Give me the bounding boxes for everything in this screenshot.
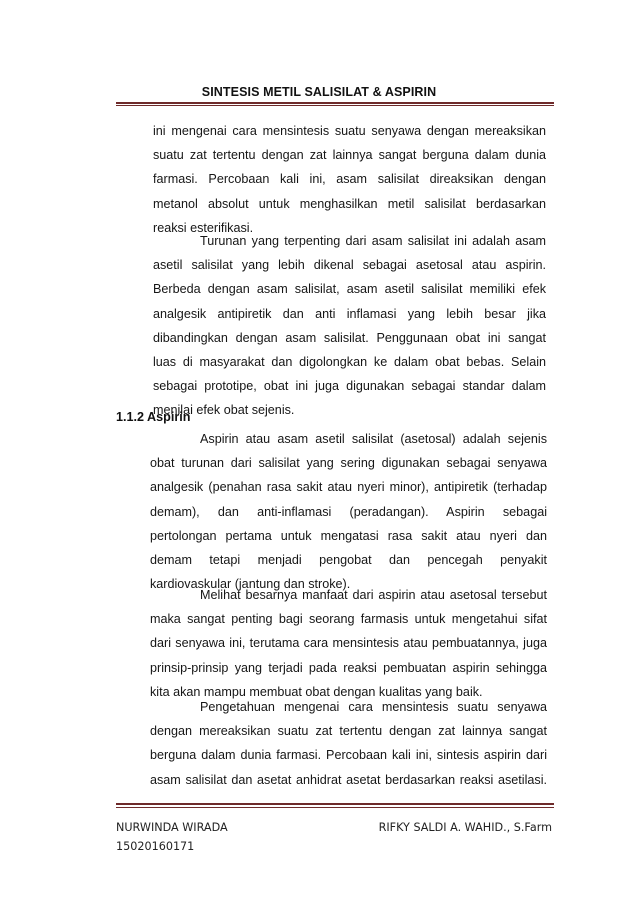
text-line: prinsip-prinsip yang terjadi pada reaksi pembuatan aspirin sehingga bbox=[150, 660, 547, 675]
text-line: analgesik (penahan rasa sakit atau nyeri minor), antipiretik (terhadap bbox=[150, 480, 547, 495]
text-line: berguna dalam dunia farmasi. Percobaan kali ini, sintesis aspirin dari bbox=[150, 748, 547, 763]
text-line: demam tetapi menjadi pengobat dan pencegah penyakit bbox=[150, 552, 547, 567]
text-line: dengan mereaksikan suatu zat tertentu dengan zat lainnya sangat bbox=[150, 724, 547, 739]
text-line: obat turunan dari salisilat yang sering digunakan sebagai senyawa bbox=[150, 456, 547, 471]
paragraph-5 bbox=[150, 695, 547, 792]
text-line: analgesik antipiretik dan anti inflamasi yang lebih besar jika bbox=[153, 306, 546, 321]
text-line: pertolongan pertama untuk mengatasi rasa sakit atau nyeri dan bbox=[150, 528, 547, 543]
footer-rule-thin bbox=[116, 807, 554, 808]
text-line: dibandingkan dengan asam salisilat. Penggunaan obat ini sangat bbox=[153, 330, 546, 345]
footer-author-name: NURWINDA WIRADA bbox=[116, 821, 228, 834]
paragraph-2 bbox=[153, 229, 546, 423]
text-line: asam salisilat dan asetat anhidrat asetat berdasarkan reaksi asetilasi. bbox=[150, 772, 547, 787]
text-line: suatu zat tertentu dengan zat lainnya sangat berguna dalam dunia bbox=[153, 148, 546, 163]
text-line: Melihat besarnya manfaat dari aspirin atau asetosal tersebut bbox=[200, 588, 547, 602]
text-line: reaksi esterifikasi. bbox=[153, 220, 254, 235]
text-line: demam), dan anti-inflamasi (peradangan). Aspirin sebagai bbox=[150, 504, 547, 519]
header-rule-thin bbox=[116, 105, 554, 106]
text-line: Berbeda dengan asam salisilat, asam asetil salisilat memiliki efek bbox=[153, 282, 546, 297]
text-line: dari senyawa ini, terutama cara mensintesis atau pembuatannya, juga bbox=[150, 636, 547, 651]
footer-supervisor: RIFKY SALDI A. WAHID., S.Farm bbox=[378, 821, 552, 834]
text-line: farmasi. Percobaan kali ini, asam salisilat direaksikan dengan bbox=[153, 172, 546, 187]
text-line: sebagai prototipe, obat ini juga digunakan sebagai standar dalam bbox=[153, 379, 546, 394]
text-line: kardiovaskular (jantung dan stroke). bbox=[150, 577, 351, 592]
paragraph-3 bbox=[150, 427, 547, 596]
text-line: asetil salisilat yang lebih dikenal sebagai asetosal atau aspirin. bbox=[153, 258, 546, 273]
paragraph-4 bbox=[150, 583, 547, 704]
text-line: maka sangat penting bagi seorang farmasis untuk mengetahui sifat bbox=[150, 612, 547, 627]
footer-rule-thick bbox=[116, 803, 554, 805]
text-line: kita akan mampu membuat obat dengan kualitas yang baik. bbox=[150, 684, 483, 699]
header-rule-thick bbox=[116, 102, 554, 104]
paragraph-1 bbox=[153, 119, 546, 240]
text-line: metanol absolut untuk menghasilkan metil salisilat berdasarkan bbox=[153, 196, 546, 211]
footer-author-id: 15020160171 bbox=[116, 840, 195, 853]
text-line: Aspirin atau asam asetil salisilat (asetosal) adalah sejenis bbox=[200, 432, 547, 446]
section-heading: 1.1.2 Aspirin bbox=[116, 410, 191, 424]
text-line: luas di masyarakat dan digolongkan ke dalam obat bebas. Selain bbox=[153, 354, 546, 369]
text-line: ini mengenai cara mensintesis suatu senyawa dengan mereaksikan bbox=[153, 124, 546, 138]
page-header-title: SINTESIS METIL SALISILAT & ASPIRIN bbox=[201, 85, 437, 99]
footer-author bbox=[116, 818, 228, 856]
text-line: menilai efek obat sejenis. bbox=[153, 403, 295, 418]
text-line: Turunan yang terpenting dari asam salisilat ini adalah asam bbox=[200, 234, 546, 248]
text-line: Pengetahuan mengenai cara mensintesis suatu senyawa bbox=[200, 700, 547, 714]
